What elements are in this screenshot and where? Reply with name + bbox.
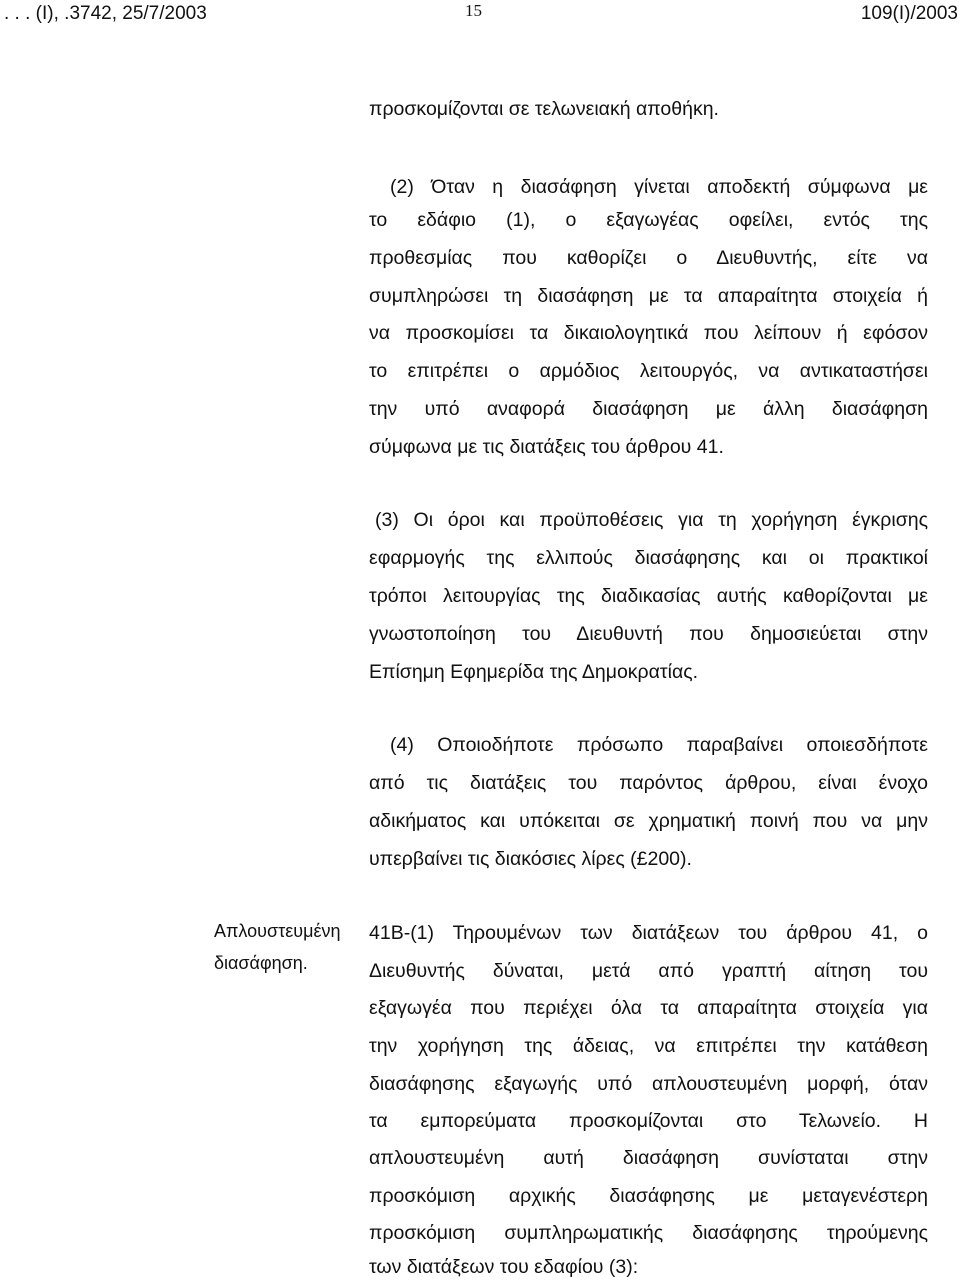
paragraph-4-line: από τις διατάξεις του παρόντος άρθρου, είναι ένοχο [369,772,928,794]
paragraph-3-line: (3) Οι όροι και προϋποθέσεις για τη χορήγηση έγκρισης [375,509,928,531]
paragraph-2-line: (2) Όταν η διασάφηση γίνεται αποδεκτή σύμφωνα με [390,176,928,198]
paragraph-1-line: προσκομίζονται σε τελωνειακή αποθήκη. [369,98,719,120]
section-41b-line: Διευθυντής δύναται, μετά από γραπτή αίτηση του [369,960,928,982]
paragraph-3-line: γνωστοποίηση του Διευθυντή που δημοσιεύεται στην [369,623,928,645]
paragraph-2-line: σύμφωνα με τις διατάξεις του άρθρου 41. [369,436,724,458]
paragraph-2-line: προθεσμίας που καθορίζει ο Διευθυντής, είτε να [369,247,928,269]
paragraph-3-line: εφαρμογής της ελλιπούς διασάφησης και οι πρακτικοί [369,547,928,569]
section-41b-line: προσκόμιση αρχικής διασάφησης με μεταγενέστερη [369,1185,928,1207]
section-41b-line: την χορήγηση της άδειας, να επιτρέπει την κατάθεση [369,1035,928,1057]
margin-note-title: Απλουστευμένη [214,921,341,941]
law-number: 109(Ι)/2003 [860,3,958,24]
margin-note-title: διασάφηση. [214,953,308,973]
paragraph-3-line: τρόποι λειτουργίας της διαδικασίας αυτής καθορίζονται με [369,585,928,607]
paragraph-2-line: την υπό αναφορά διασάφηση με άλλη διασάφηση [369,398,928,420]
header-left-reference: . . . (Ι), .3742, 25/7/2003 [4,3,207,24]
paragraph-4-line: αδικήματος και υπόκειται σε χρηματική ποινή που να μην [369,810,928,832]
paragraph-2-line: συμπληρώσει τη διασάφηση με τα απαραίτητα στοιχεία ή [369,285,928,307]
page-number: 15 [465,1,482,20]
paragraph-2-line: το επιτρέπει ο αρμόδιος λειτουργός, να αντικαταστήσει [369,360,928,382]
paragraph-3-line: Επίσημη Εφημερίδα της Δημοκρατίας. [369,661,699,683]
section-41b-line: απλουστευμένη αυτή διασάφηση συνίσταται στην [369,1147,928,1169]
paragraph-4-line: υπερβαίνει τις διακόσιες λίρες (£200). [369,848,692,870]
paragraph-4-line: (4) Οποιοδήποτε πρόσωπο παραβαίνει οποιεσδήποτε [390,734,928,756]
paragraph-2-line: το εδάφιο (1), ο εξαγωγέας οφείλει, εντός της [369,209,928,231]
paragraph-2-line: να προσκομίσει τα δικαιολογητικά που λείπουν ή εφόσον [369,322,928,344]
section-41b-line: εξαγωγέα που περιέχει όλα τα απαραίτητα στοιχεία για [369,997,928,1019]
section-41b-line: 41Β-(1) Τηρουμένων των διατάξεων του άρθρου 41, ο [369,922,928,944]
section-41b-line: τα εμπορεύματα προσκομίζονται στο Τελωνείο. Η [369,1110,928,1132]
section-41b-line: προσκόμιση συμπληρωματικής διασάφησης τηρούμενης [369,1222,928,1244]
section-41b-line: των διατάξεων του εδαφίου (3): [369,1256,639,1278]
section-41b-line: διασάφησης εξαγωγής υπό απλουστευμένη μορφή, όταν [369,1073,928,1095]
